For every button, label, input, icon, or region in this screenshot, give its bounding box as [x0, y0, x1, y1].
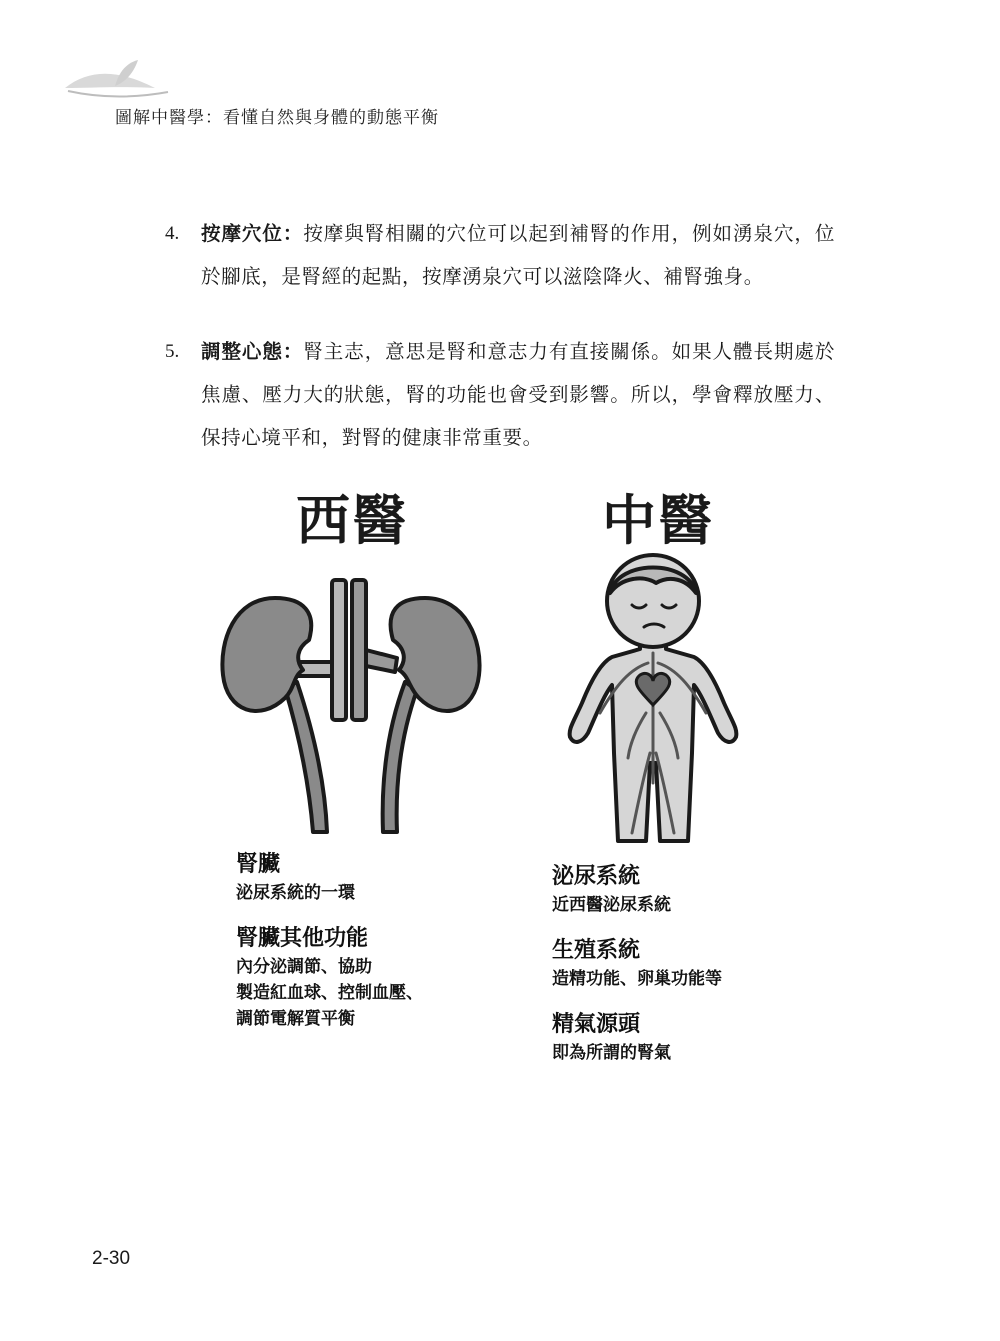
note-line: 造精功能、卵巢功能等 [552, 969, 722, 989]
note-heading: 腎臟其他功能 [236, 926, 369, 951]
note-line: 近西醫泌尿系統 [552, 895, 671, 915]
list-item [165, 330, 835, 459]
note-heading: 生殖系統 [552, 938, 641, 963]
list-item-term: 調整心態： [201, 340, 304, 363]
list-item-body [201, 330, 835, 459]
note-heading: 腎臟 [236, 852, 281, 877]
numbered-list [165, 212, 835, 491]
note-block [552, 936, 722, 992]
list-item-number: 5. [165, 341, 180, 362]
leaf-icon [60, 58, 170, 108]
list-item [165, 212, 835, 298]
list-item-body [201, 212, 835, 298]
running-header: 圖解中醫學：看懂自然與身體的動態平衡 [115, 108, 439, 128]
note-block [552, 1010, 722, 1066]
note-heading: 精氣源頭 [552, 1012, 641, 1037]
note-block [552, 862, 722, 918]
note-line: 泌尿系統的一環 [236, 883, 355, 903]
note-line: 調節電解質平衡 [236, 1009, 355, 1029]
western-notes [236, 850, 423, 1050]
note-block [236, 850, 423, 906]
page-number: 2-30 [92, 1248, 131, 1269]
human-body-illustration-icon [560, 553, 745, 853]
note-heading: 泌尿系統 [552, 864, 641, 889]
list-item-term: 按摩穴位： [201, 222, 304, 245]
note-line: 製造紅血球、控制血壓、 [236, 983, 423, 1003]
note-block [236, 924, 423, 1032]
list-item-number: 4. [165, 223, 180, 244]
note-line: 內分泌調節、協助 [236, 957, 372, 977]
western-medicine-title: 西醫 [296, 489, 408, 552]
tcm-title: 中醫 [602, 489, 714, 552]
list-item-text: 腎主志，意思是腎和意志力有直接關係。如果人體長期處於焦慮、壓力大的狀態，腎的功能也會受到影響。所以，學會釋放壓力、保持心境平和，對腎的健康非常重要。 [201, 340, 835, 449]
kidney-illustration-icon [215, 570, 495, 845]
list-item-text: 按摩與腎相關的穴位可以起到補腎的作用，例如湧泉穴，位於腳底，是腎經的起點，按摩湧泉穴可以滋陰降火、補腎強身。 [201, 222, 835, 288]
note-line: 即為所謂的腎氣 [552, 1043, 671, 1063]
tcm-notes [552, 862, 722, 1084]
